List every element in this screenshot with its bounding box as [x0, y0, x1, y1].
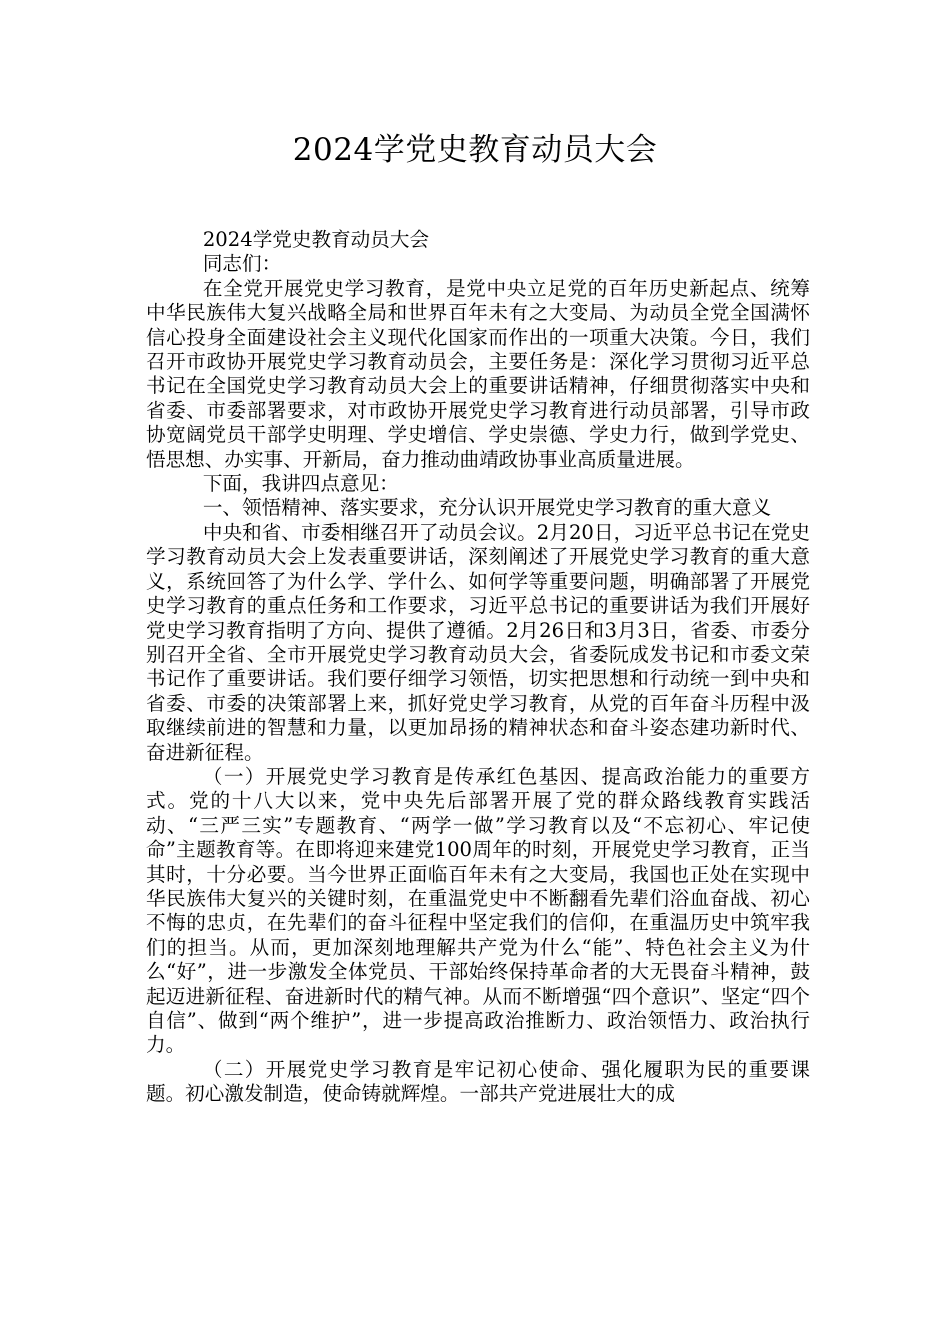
outline-paragraph: 下面，我讲四点意见：: [202, 472, 399, 496]
document-title: 2024学党史教育动员大会: [292, 132, 658, 168]
intro-paragraph: 在全党开展党史学习教育，是党中央立足党的百年历史新起点、统筹中华民族伟大复兴战略全局和世界百年未有之大变局、为动员全党全国满怀信心投身全面建设社会主义现代化国家而作出的一项重大决策。今日，我们召开市政协开展党史学习教育动员会，主要任务是：深化学习贯彻习近平总书记在全国党史学习教育动员大会上的重要讲话精神，仔细贯彻落实中央和省委、市委部署要求，对市政协开展党史学习教育进行动员部署，引导市政协宽阔党员干部学史明理、学史增信、学史崇德、学史力行，做到学党史、悟思想、办实事、开新局，奋力推动曲靖政协事业高质量进展。: [146, 276, 810, 471]
section-heading-1: 一、领悟精神、落实要求，充分认识开展党史学习教育的重大意义: [202, 496, 772, 520]
document-body: [146, 228, 810, 1107]
body-paragraph: （二）开展党史学习教育是牢记初心使命、强化履职为民的重要课题。初心激发制造，使命铸就辉煌。一部共产党进展壮大的成: [146, 1057, 810, 1106]
body-paragraph: 中央和省、市委相继召开了动员会议。2月20日，习近平总书记在党史学习教育动员大会上发表重要讲话，深刻阐述了开展党史学习教育的重大意义，系统回答了为什么学、学什么、如何学等重要问题，明确部署了开展党史学习教育的重点任务和工作要求，习近平总书记的重要讲话为我们开展好党史学习教育指明了方向、提供了遵循。2月26日和3月3日，省委、市委分别召开全省、全市开展党史学习教育动员大会，省委阮成发书记和市委文荣书记作了重要讲话。我们要仔细学习领悟，切实把思想和行动统一到中央和省委、市委的决策部署上来，抓好党史学习教育，从党的百年奋斗历程中汲取继续前进的智慧和力量，以更加昂扬的精神状态和奋斗姿态建功新时代、奋进新征程。: [146, 520, 810, 764]
body-paragraph: （一）开展党史学习教育是传承红色基因、提高政治能力的重要方式。党的十八大以来，党中央先后部署开展了党的群众路线教育实践活动、“三严三实”专题教育、“两学一做”学习教育以及“不忘初心、牢记使命”主题教育等。在即将迎来建党100周年的时刻，开展党史学习教育，正当其时，十分必要。当今世界正面临百年未有之大变局，我国也正处在实现中华民族伟大复兴的关键时刻，在重温党史中不断翻看先辈们浴血奋战、初心不悔的忠贞，在先辈们的奋斗征程中坚定我们的信仰，在重温历史中筑牢我们的担当。从而，更加深刻地理解共产党为什么“能”、特色社会主义为什么“好”，进一步激发全体党员、干部始终保持革命者的大无畏奋斗精神，鼓起迈进新征程、奋进新时代的精气神。从而不断增强“四个意识”、坚定“四个自信”、做到“两个维护”，进一步提高政治推断力、政治领悟力、政治执行力。: [146, 764, 810, 1057]
salutation-paragraph: 同志们：: [202, 252, 282, 276]
subtitle-paragraph: 2024学党史教育动员大会: [202, 228, 430, 251]
